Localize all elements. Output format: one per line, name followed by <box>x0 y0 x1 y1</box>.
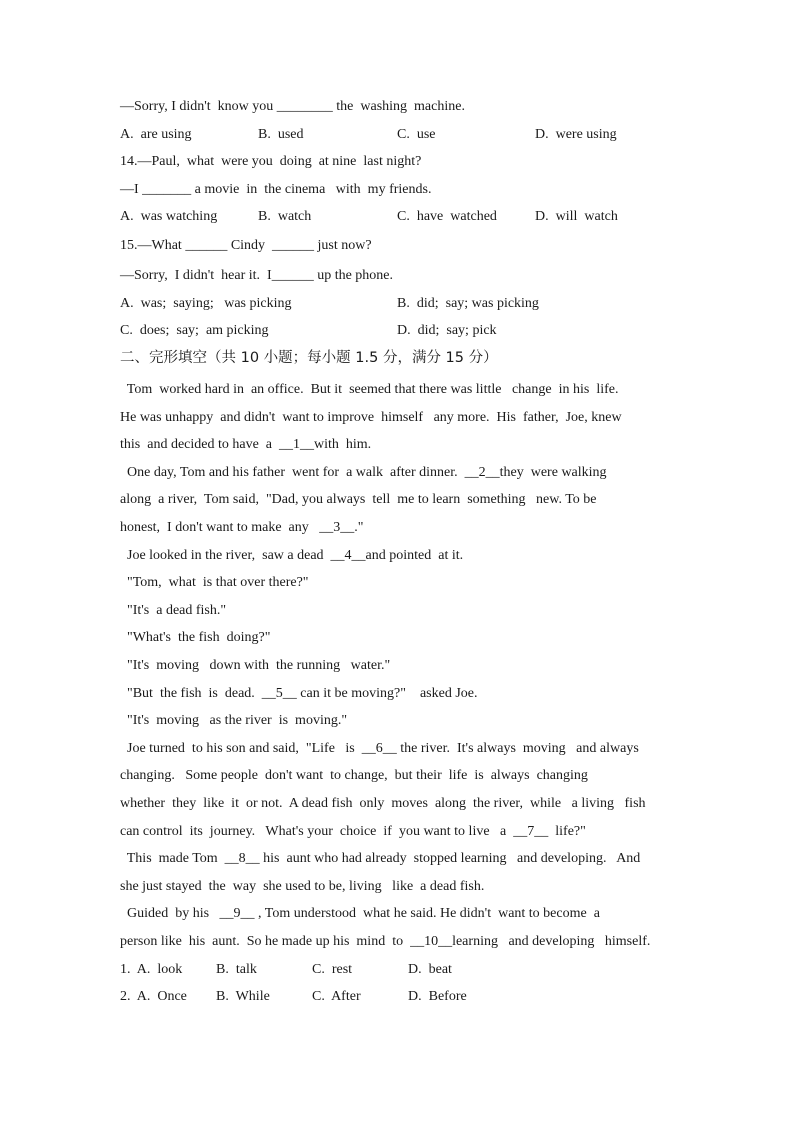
q2-option-c: C. After <box>312 989 361 1004</box>
q14-option-a: A. was watching <box>120 209 218 224</box>
passage-line: "It's moving down with the running water." <box>120 658 391 673</box>
passage-line: Tom worked hard in an office. But it seemed that there was little change in his life. <box>120 382 619 397</box>
q13-option-b: B. used <box>258 127 304 142</box>
passage-line: "It's moving as the river is moving." <box>120 713 348 728</box>
passage-line: along a river, Tom said, "Dad, you always tell me to learn something new. To be <box>120 492 597 507</box>
passage-line: person like his aunt. So he made up his mind to __10__learning and developing himself. <box>120 934 651 949</box>
passage-line: she just stayed the way she used to be, living like a dead fish. <box>120 879 485 894</box>
passage-line: "But the fish is dead. __5__ can it be moving?" asked Joe. <box>120 686 478 701</box>
passage-line: this and decided to have a __1__with him. <box>120 437 372 452</box>
q13-option-a: A. are using <box>120 127 192 142</box>
q1-option-c: C. rest <box>312 962 353 977</box>
q1-option-d: D. beat <box>408 962 452 977</box>
q15-prompt: 15.—What ______ Cindy ______ just now? <box>120 238 372 253</box>
q15-option-d: D. did; say; pick <box>397 323 497 338</box>
q13-option-d: D. were using <box>535 127 617 142</box>
q2-option-a: 2. A. Once <box>120 989 187 1004</box>
q15-option-c: C. does; say; am picking <box>120 323 269 338</box>
q14-option-b: B. watch <box>258 209 312 224</box>
q1-option-a: 1. A. look <box>120 962 183 977</box>
q15-option-b: B. did; say; was picking <box>397 296 539 311</box>
passage-line: whether they like it or not. A dead fish only moves along the river, while a living fish <box>120 796 646 811</box>
passage-line: One day, Tom and his father went for a walk after dinner. __2__they were walking <box>120 465 607 480</box>
q13-option-c: C. use <box>397 127 436 142</box>
passage-line: "It's a dead fish." <box>120 603 227 618</box>
passage-line: This made Tom __8__ his aunt who had already stopped learning and developing. And <box>120 851 641 866</box>
passage-line: honest, I don't want to make any __3__." <box>120 520 364 535</box>
passage-line: "Tom, what is that over there?" <box>120 575 309 590</box>
q1-option-b: B. talk <box>216 962 257 977</box>
passage-line: can control its journey. What's your choice if you want to live a __7__ life?" <box>120 824 586 839</box>
q2-option-b: B. While <box>216 989 270 1004</box>
q14-option-c: C. have watched <box>397 209 497 224</box>
q15-option-a: A. was; saying; was picking <box>120 296 292 311</box>
passage-line: He was unhappy and didn't want to improve himself any more. His father, Joe, knew <box>120 410 622 425</box>
q14-answer-line: —I _______ a movie in the cinema with my friends. <box>120 182 432 197</box>
q14-prompt: 14.—Paul, what were you doing at nine last night? <box>120 154 422 169</box>
q15-answer-line: —Sorry, I didn't hear it. I______ up the phone. <box>120 268 394 283</box>
q14-option-d: D. will watch <box>535 209 618 224</box>
passage-line: "What's the fish doing?" <box>120 630 271 645</box>
passage-line: changing. Some people don't want to change, but their life is always changing <box>120 768 588 783</box>
passage-line: Joe looked in the river, saw a dead __4__and pointed at it. <box>120 548 464 563</box>
passage-line: Joe turned to his son and said, "Life is __6__ the river. It's always moving and always <box>120 741 639 756</box>
q2-option-d: D. Before <box>408 989 467 1004</box>
q13-answer-line: —Sorry, I didn't know you ________ the washing machine. <box>120 99 465 114</box>
passage-line: Guided by his __9__ , Tom understood what he said. He didn't want to become a <box>120 906 600 921</box>
section-heading: 二、完形填空（共 10 小题；每小题 1.5 分，满分 15 分） <box>120 350 498 366</box>
